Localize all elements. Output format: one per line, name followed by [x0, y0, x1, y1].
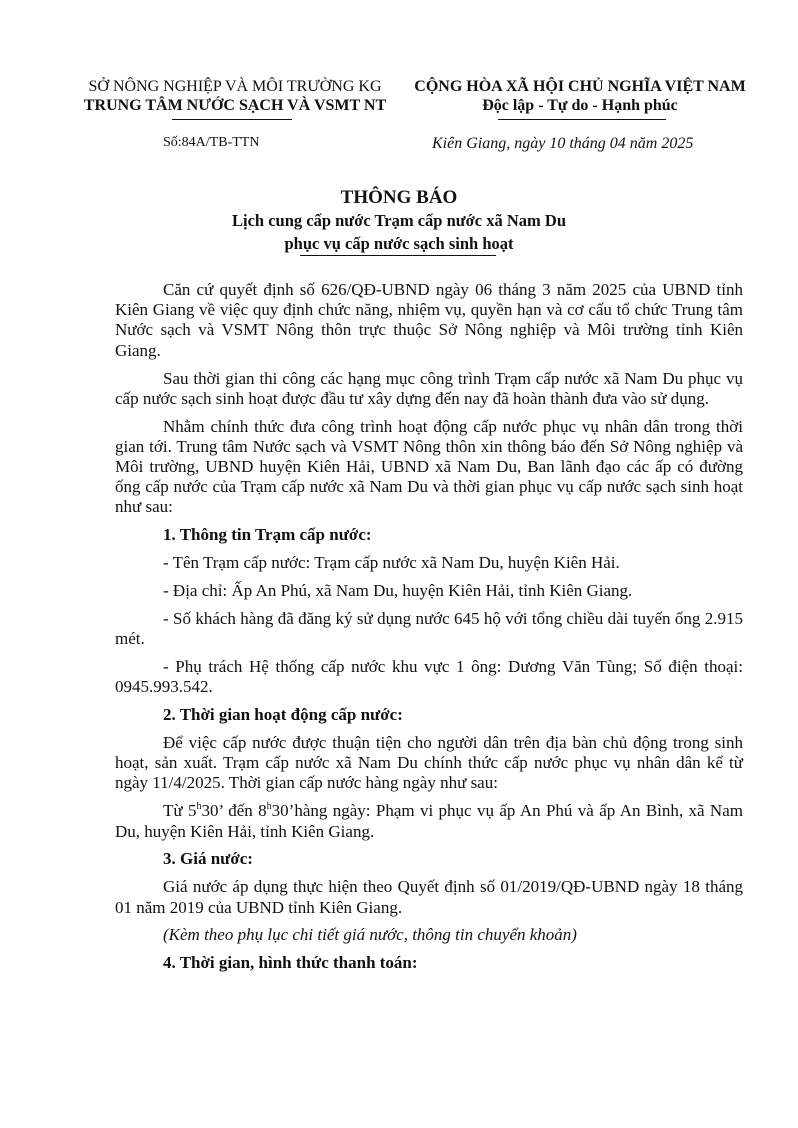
national-motto: Độc lập - Tự do - Hạnh phúc	[482, 97, 678, 114]
title-underline	[300, 255, 496, 256]
customer-count-item: - Số khách hàng đã đăng ký sử dụng nước 645 hộ với tổng chiều dài tuyến ống 2.915 mét.	[115, 608, 743, 649]
document-subtitle-line2: phục vụ cấp nước sạch sinh hoạt	[284, 234, 514, 253]
section-4-heading: 4. Thời gian, hình thức thanh toán:	[163, 953, 418, 973]
issuing-organization	[70, 77, 400, 115]
station-name-item: - Tên Trạm cấp nước: Trạm cấp nước xã Nam Du, huyện Kiên Hải.	[163, 553, 620, 573]
paragraph-operation-start: Để việc cấp nước được thuận tiện cho người dân trên địa bàn chủ động trong sinh hoạt, sản xuất. Trạm cấp nước xã Nam Du chính thức cấp nước phục vụ nhân dân kể từ ngày 11/4/2025. Thời gian cấp nước hàng ngày như sau:	[115, 733, 743, 793]
document-subtitle-line1: Lịch cung cấp nước Trạm cấp nước xã Nam Du	[231, 211, 567, 230]
motto-underline	[498, 119, 666, 120]
section-1-heading: 1. Thông tin Trạm cấp nước:	[163, 525, 372, 545]
supply-hours-part2: 30’ đến 8	[201, 801, 267, 821]
document-body	[115, 280, 743, 981]
supply-hours-part1: Từ 5	[163, 801, 197, 821]
station-address-item: - Địa chỉ: Ấp An Phú, xã Nam Du, huyện Kiên Hải, tỉnh Kiên Giang.	[163, 581, 633, 601]
hour-superscript-start: h	[196, 800, 202, 812]
paragraph-supply-hours	[115, 801, 743, 841]
country-name: CỘNG HÒA XÃ HỘI CHỦ NGHĨA VIỆT NAM	[414, 78, 746, 95]
paragraph-water-price: Giá nước áp dụng thực hiện theo Quyết định số 01/2019/QĐ-UBND ngày 18 tháng 01 năm 2019 của UBND tỉnh Kiên Giang.	[115, 877, 743, 917]
contact-person-item: - Phụ trách Hệ thống cấp nước khu vực 1 ông: Dương Văn Tùng; Số điện thoại: 0945.993.542.	[115, 657, 743, 697]
appendix-note: (Kèm theo phụ lục chi tiết giá nước, thông tin chuyển khoản)	[163, 925, 577, 945]
supply-hours-part3: 30’hàng ngày: Phạm vi phục vụ ấp An Phú và ấp An Bình, xã Nam Du, huyện Kiên Hải, tỉnh Kiên Giang.	[115, 801, 743, 841]
section-3-heading: 3. Giá nước:	[163, 849, 253, 869]
paragraph-announcement: Nhằm chính thức đưa công trình hoạt động cấp nước phục vụ nhân dân trong thời gian tới. Trung tâm Nước sạch và VSMT Nông thôn xin thông báo đến Sở Nông nghiệp và Môi trường, UBND huyện Kiên Hải, UBND xã Nam Du, Ban lãnh đạo các ấp có đường ống cấp nước của Trạm cấp nước xã Nam Du và thời gian phục vụ cấp nước sạch sinh hoạt như sau:	[115, 416, 743, 517]
place-and-date: Kiên Giang, ngày 10 tháng 04 năm 2025	[432, 135, 694, 152]
paragraph-completion: Sau thời gian thi công các hạng mục công trình Trạm cấp nước xã Nam Du phục vụ cấp nước sạch sinh hoạt được đầu tư xây dựng đến nay đã hoàn thành đưa vào sử dụng.	[115, 368, 743, 408]
document-number: Số:84A/TB-TTN	[163, 135, 260, 150]
national-heading	[400, 77, 760, 115]
paragraph-legal-basis: Căn cứ quyết định số 626/QĐ-UBND ngày 06 tháng 3 năm 2025 của UBND tỉnh Kiên Giang về việc quy định chức năng, nhiệm vụ, quyền hạn và cơ cấu tổ chức Trung tâm Nước sạch và VSMT Nông thôn trực thuộc Sở Nông nghiệp và Môi trường tỉnh Kiên Giang.	[115, 280, 743, 360]
document-title: THÔNG BÁO	[340, 187, 458, 208]
org-parent: SỞ NÔNG NGHIỆP VÀ MÔI TRƯỜNG KG	[88, 78, 382, 95]
section-2-heading: 2. Thời gian hoạt động cấp nước:	[163, 705, 403, 725]
org-name: TRUNG TÂM NƯỚC SẠCH VÀ VSMT NT	[83, 97, 387, 114]
org-underline	[172, 119, 292, 120]
hour-superscript-end: h	[266, 800, 272, 812]
